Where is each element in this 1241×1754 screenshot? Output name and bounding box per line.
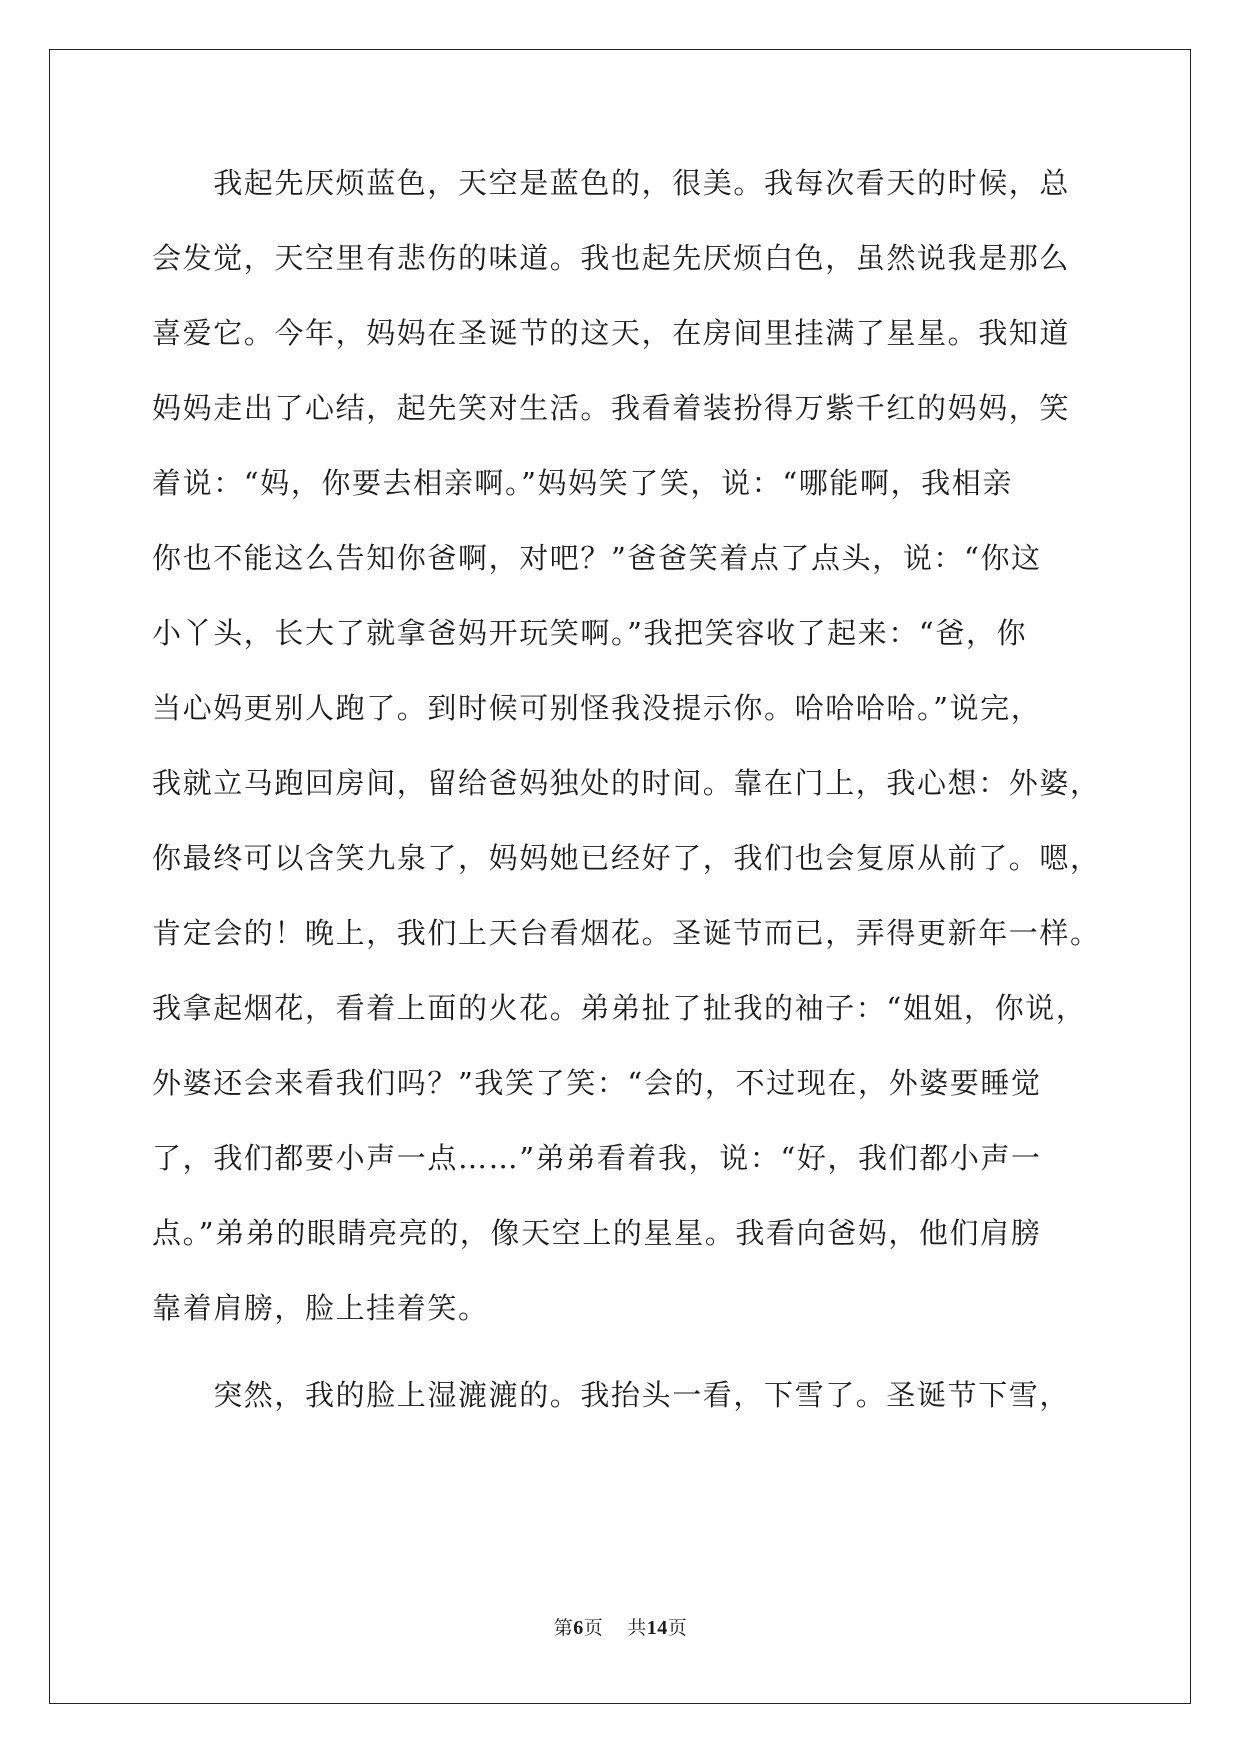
total-pages: 14 [646, 1617, 668, 1639]
page-prefix: 第 [553, 1617, 574, 1639]
paragraph-spacer [152, 1363, 1112, 1375]
page-number: 6 [573, 1617, 584, 1639]
total-prefix: 共 [627, 1617, 647, 1639]
paragraph-2 [152, 1375, 1112, 1450]
text-line: 了，我们都要小声一点……”弟弟看着我，说：“好，我们都小声一 [152, 1141, 1042, 1175]
text-line: 点。”弟弟的眼睛亮亮的，像天空上的星星。我看向爸妈，他们肩膀 [152, 1216, 1042, 1250]
page-footer [0, 1613, 1241, 1640]
text-line: 你最终可以含笑九泉了，妈妈她已经好了，我们也会复原从前了。嗯， [152, 841, 1101, 875]
text-line: 肯定会的！晚上，我们上天台看烟花。圣诞节而已，弄得更新年一样。 [152, 916, 1101, 950]
text-line: 妈妈走出了心结，起先笑对生活。我看着装扮得万紫千红的妈妈，笑 [152, 391, 1071, 425]
text-line: 喜爱它。今年，妈妈在圣诞节的这天，在房间里挂满了星星。我知道 [152, 316, 1071, 350]
document-body [152, 163, 1112, 1450]
text-line: 着说：“妈，你要去相亲啊。”妈妈笑了笑，说：“哪能啊，我相亲 [152, 466, 1013, 500]
text-line: 当心妈更别人跑了。到时候可别怪我没提示你。哈哈哈哈。”说完， [152, 691, 1042, 725]
text-line: 突然，我的脸上湿漉漉的。我抬头一看，下雪了。圣诞节下雪， [152, 1378, 1071, 1412]
page-suffix: 页 [583, 1617, 604, 1639]
text-line: 你也不能这么告知你爸啊，对吧？”爸爸笑着点了点头，说：“你这 [152, 541, 1042, 575]
text-line: 外婆还会来看我们吗？”我笑了笑：“会的，不过现在，外婆要睡觉 [152, 1066, 1042, 1100]
text-line: 靠着肩膀，脸上挂着笑。 [152, 1291, 489, 1325]
total-suffix: 页 [667, 1617, 688, 1639]
text-line: 小丫头，长大了就拿爸妈开玩笑啊。”我把笑容收了起来：“爸，你 [152, 616, 1028, 650]
paragraph-1 [152, 163, 1112, 1363]
text-line: 我拿起烟花，看着上面的火花。弟弟扯了扯我的袖子：“姐姐，你说， [152, 991, 1087, 1025]
text-line: 会发觉，天空里有悲伤的味道。我也起先厌烦白色，虽然说我是那么 [152, 241, 1071, 275]
text-line: 我就立马跑回房间，留给爸妈独处的时间。靠在门上，我心想：外婆， [152, 766, 1101, 800]
text-line: 我起先厌烦蓝色，天空是蓝色的，很美。我每次看天的时候，总 [152, 166, 1071, 200]
